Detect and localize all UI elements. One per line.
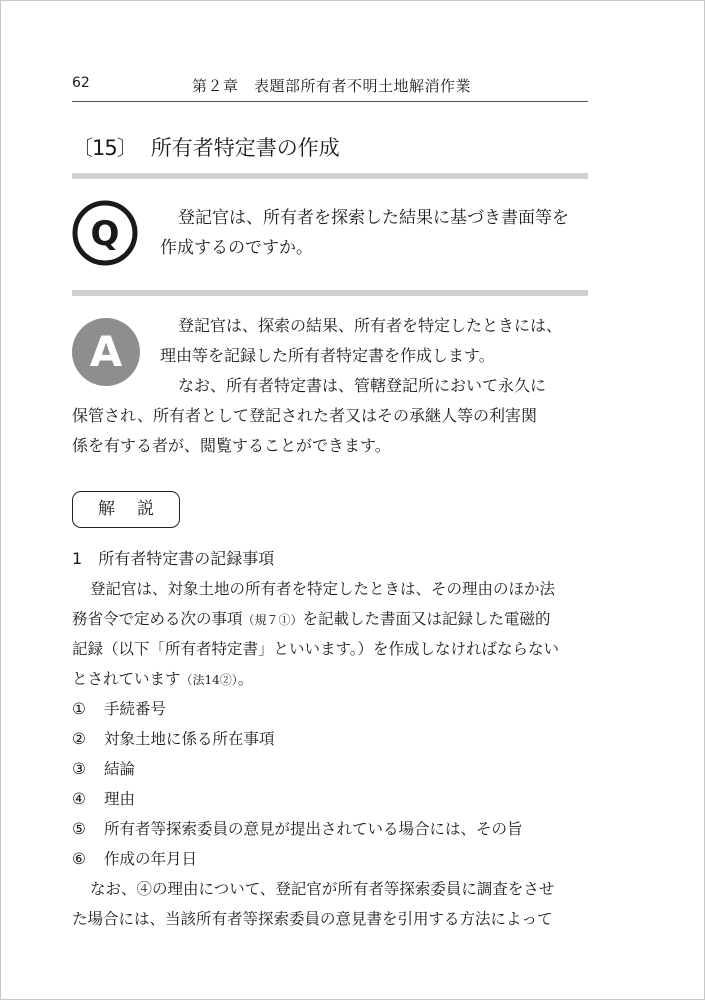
question-line-1: 登記官は、所有者を探索した結果に基づき書面等を xyxy=(178,208,569,228)
question-q-icon xyxy=(72,200,138,266)
list-item xyxy=(72,697,166,719)
section-title xyxy=(72,132,340,162)
section-divider-top xyxy=(72,173,588,179)
answer-a-icon xyxy=(72,318,140,386)
section-number: 〔15〕 xyxy=(72,136,137,160)
subheading xyxy=(72,546,274,569)
list-item-text: 作成の年月日 xyxy=(104,850,198,868)
para1-line-4b: 。 xyxy=(237,670,254,688)
list-item-text: 理由 xyxy=(104,790,136,808)
section-title-text: 所有者特定書の作成 xyxy=(150,136,340,160)
rule-reference: （規７①） xyxy=(242,613,303,627)
answer-line-1: 登記官は、探索の結果、所有者を特定したときには、 xyxy=(178,316,563,335)
list-item xyxy=(72,727,275,749)
para1-line-2b: を記載した書面又は記録した電磁的 xyxy=(302,610,551,628)
list-item-number: ⑥ xyxy=(72,850,86,868)
list-item-text: 対象土地に係る所在事項 xyxy=(104,730,275,748)
q-icon-letter: Q xyxy=(90,214,120,254)
para1-line-3: 記録（以下「所有者特定書」といいます。）を作成しなければならない xyxy=(72,640,560,658)
running-header xyxy=(72,75,588,102)
law-reference: （法14②） xyxy=(180,673,238,687)
answer-line-4: 保管され、所有者として登記された者又はその承継人等の利害関 xyxy=(72,406,537,425)
subheading-text: 所有者特定書の記録事項 xyxy=(98,549,275,568)
chapter-title: 第２章 表題部所有者不明土地解消作業 xyxy=(192,77,472,95)
list-item-number: ③ xyxy=(72,760,86,778)
list-item xyxy=(72,787,135,809)
qa-divider xyxy=(72,290,588,296)
list-item-number: ① xyxy=(72,700,86,718)
a-icon-letter: A xyxy=(89,327,123,376)
para1-line-1: 登記官は、対象土地の所有者を特定したときは、その理由のほか法 xyxy=(90,580,556,598)
list-item-number: ④ xyxy=(72,790,86,808)
para1-line-2a: 務省令で定める次の事項 xyxy=(72,610,243,628)
list-item-number: ② xyxy=(72,730,86,748)
answer-line-3: なお、所有者特定書は、管轄登記所において永久に xyxy=(178,376,547,395)
para1-line-4a: とされています xyxy=(72,670,181,688)
question-text xyxy=(160,203,590,263)
para2-line-2: た場合には、当該所有者等探索委員の意見書を引用する方法によって xyxy=(72,910,553,928)
subheading-number: 1 xyxy=(72,549,83,568)
para1-line-4 xyxy=(72,667,253,689)
list-item xyxy=(72,757,135,779)
page-number: 62 xyxy=(72,75,90,91)
answer-line-5: 係を有する者が、閲覧することができます。 xyxy=(72,436,391,455)
list-item-number: ⑤ xyxy=(72,820,86,838)
para1-line-2 xyxy=(72,607,551,629)
para2-line-1: なお、④の理由について、登記官が所有者等探索委員に調査をさせ xyxy=(90,880,555,898)
answer-line-2: 理由等を記録した所有者特定書を作成します。 xyxy=(160,346,495,365)
list-item-text: 所有者等探索委員の意見が提出されている場合には、その旨 xyxy=(104,820,523,838)
list-item xyxy=(72,817,523,839)
list-item-text: 結論 xyxy=(104,760,136,778)
list-item-text: 手続番号 xyxy=(104,700,167,718)
explanation-label-box: 解説 xyxy=(72,491,180,528)
list-item xyxy=(72,847,197,869)
question-line-2: 作成するのですか。 xyxy=(160,238,313,258)
